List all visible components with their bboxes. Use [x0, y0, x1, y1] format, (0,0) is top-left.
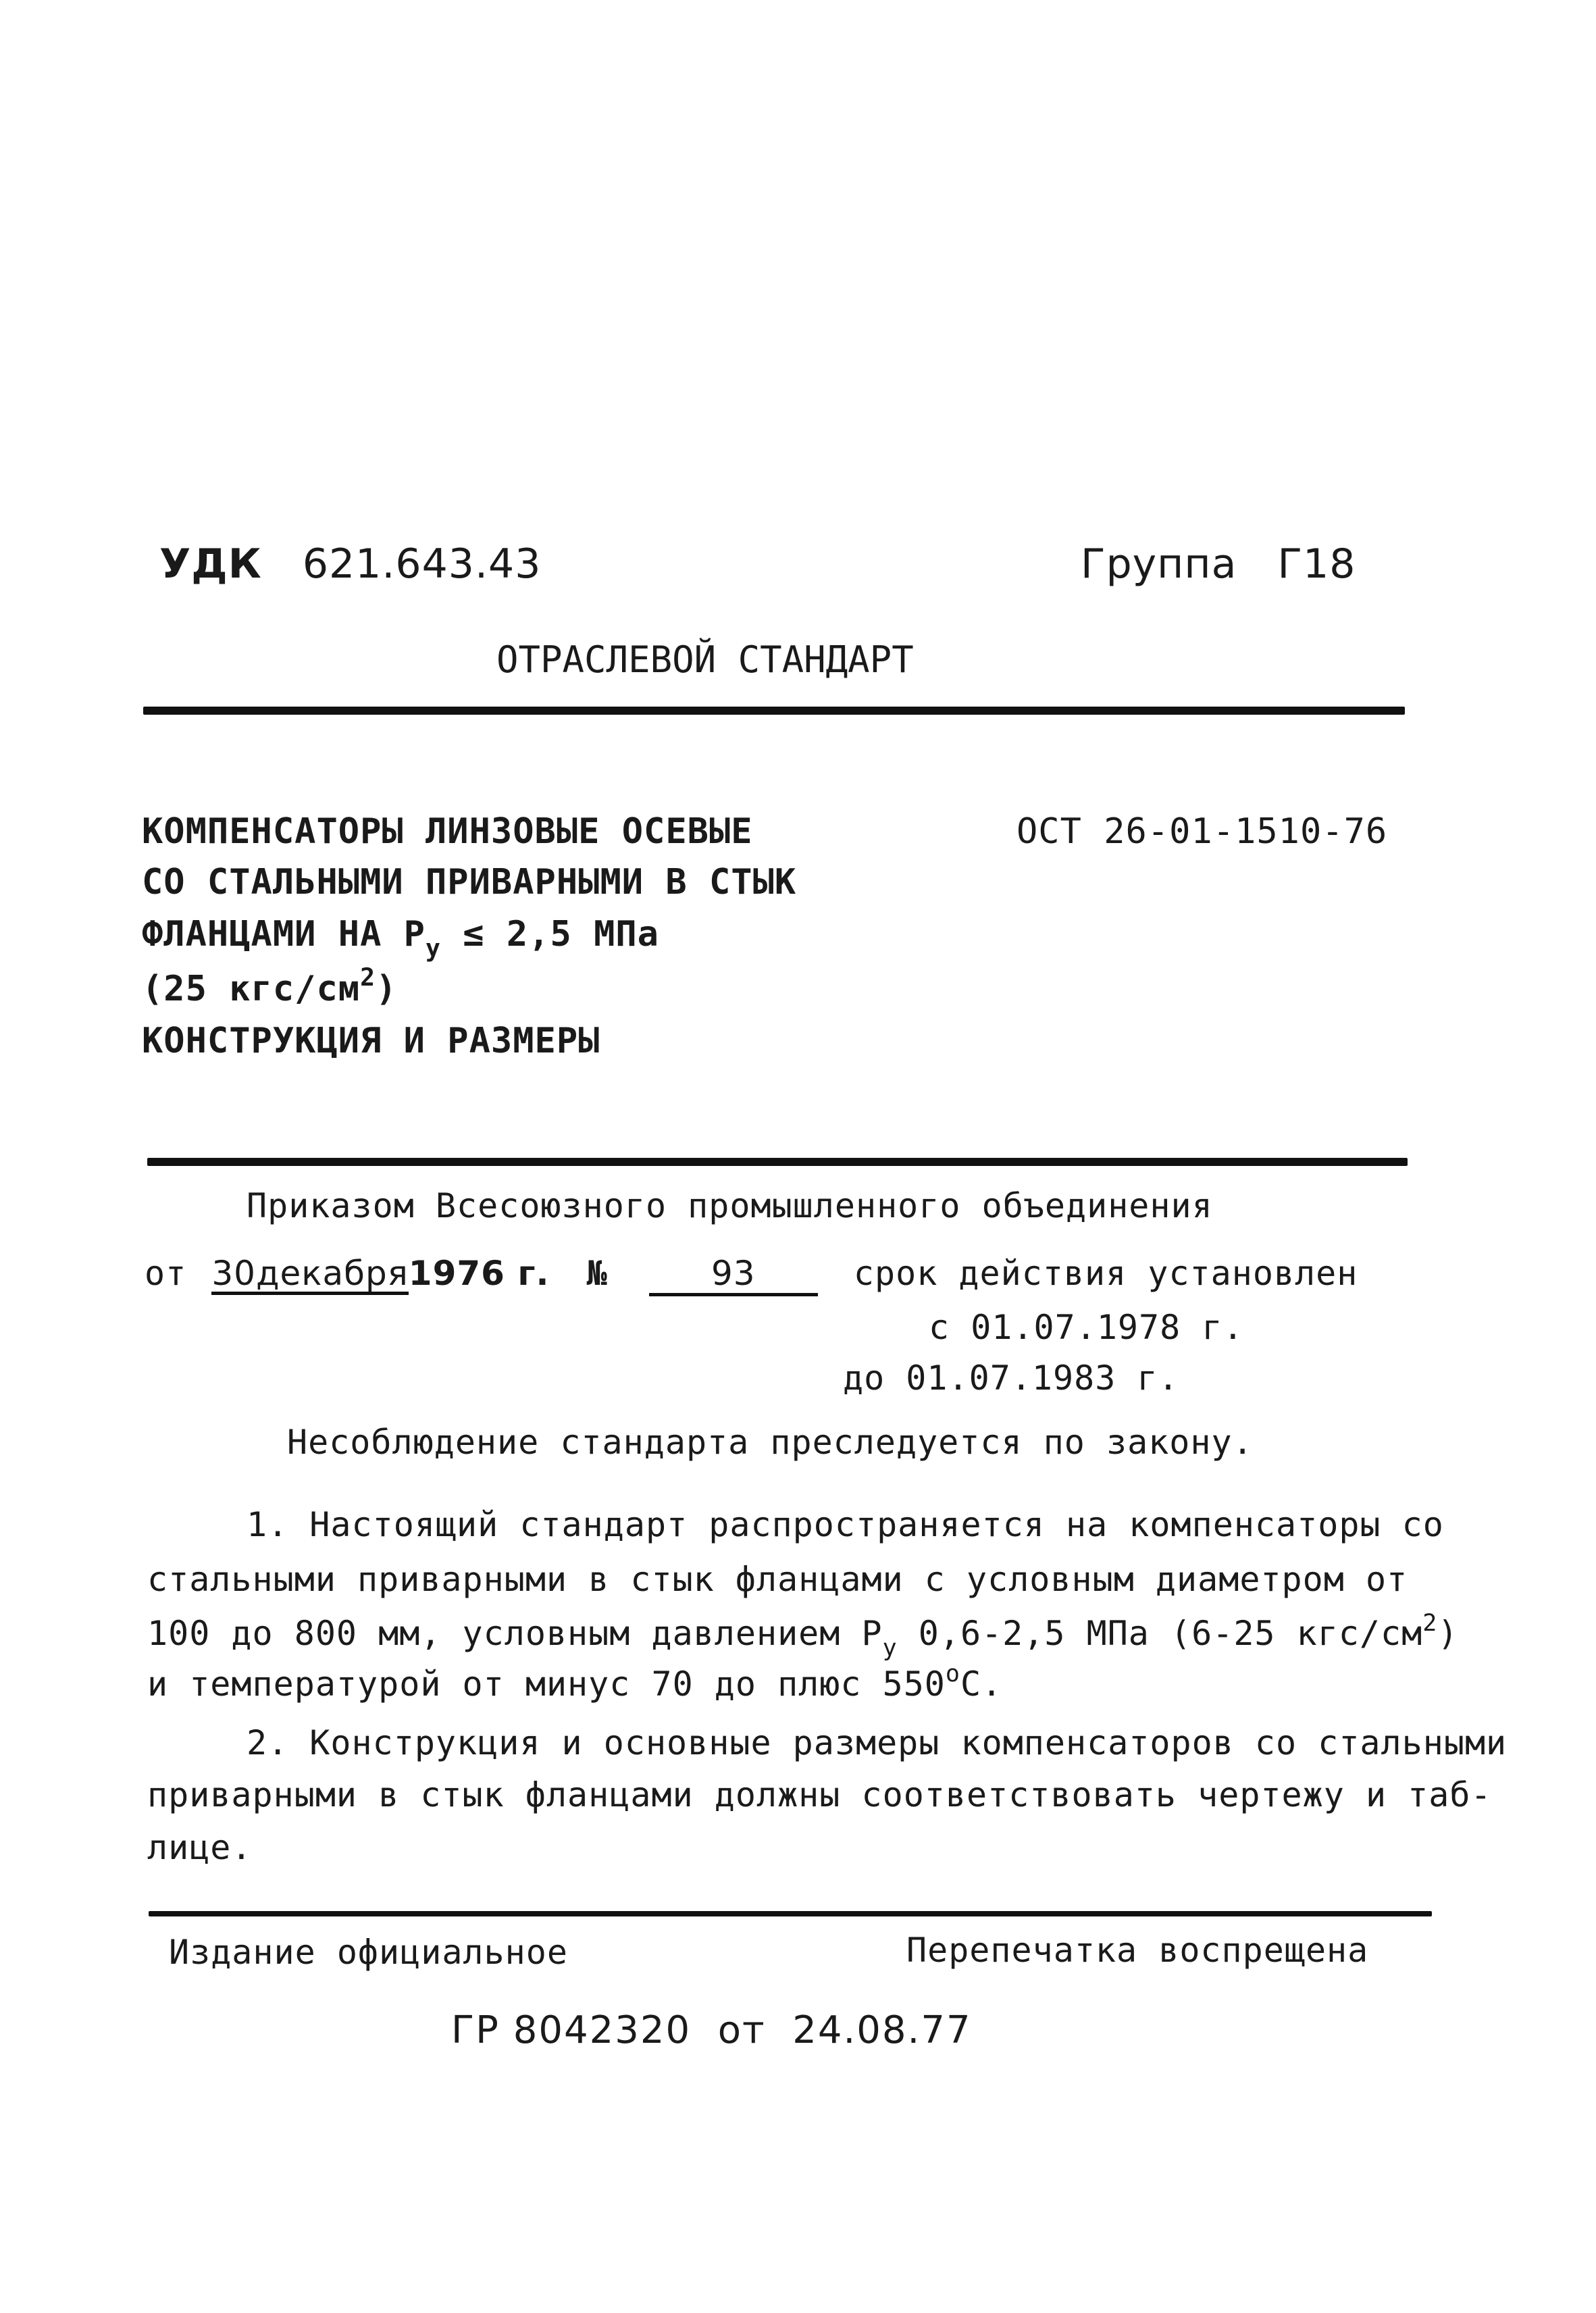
group-prefix: Группа	[1081, 540, 1237, 588]
footer-divider	[149, 1911, 1432, 1916]
title-line-3-suffix: ≤ 2,5 МПа	[440, 914, 659, 955]
title-line-4	[142, 963, 398, 1009]
paragraph-2-line-2: приварными в стык фланцами должны соответствовать чертежу и таб-	[147, 1775, 1492, 1814]
title-line-4-suffix: )	[376, 969, 398, 1009]
title-line-3-prefix: ФЛАНЦАМИ НА P	[142, 914, 426, 955]
top-divider	[143, 707, 1405, 715]
paragraph-1-line-3	[147, 1610, 1459, 1662]
order-line-2	[145, 1256, 1358, 1296]
paragraph-1-line-1: 1. Настоящий стандарт распространяется на компенсаторы со	[247, 1505, 1444, 1544]
order-year: 1976 г.	[408, 1254, 550, 1293]
order-from-label: от	[145, 1254, 187, 1293]
group-label	[1081, 540, 1356, 588]
order-number-sign: №	[586, 1254, 608, 1293]
enforcement-notice: Несоблюдение стандарта преследуется по закону.	[287, 1423, 1254, 1462]
official-edition: Издание официальное	[169, 1933, 568, 1972]
middle-divider	[147, 1158, 1408, 1166]
order-number-value: 93	[649, 1256, 818, 1296]
title-line-1: КОМПЕНСАТОРЫ ЛИНЗОВЫЕ ОСЕВЫЕ	[142, 811, 753, 852]
order-from-date: с 01.07.1978 г.	[929, 1308, 1244, 1347]
title-line-5: КОНСТРУКЦИЯ И РАЗМЕРЫ	[142, 1021, 600, 1061]
paragraph-2-line-3: лице.	[147, 1828, 253, 1867]
paragraph-2-line-1: 2. Конструкция и основные размеры компенсаторов со стальными	[247, 1723, 1508, 1762]
paragraph-1-line-3-suffix: )	[1437, 1614, 1459, 1653]
order-date-handwritten: 30декабря	[211, 1256, 408, 1295]
paragraph-1-line-4	[147, 1660, 1003, 1704]
group-code: Г18	[1277, 540, 1356, 588]
reprint-prohibited: Перепечатка воспрещена	[906, 1931, 1369, 1970]
udk-prefix: УДК	[159, 540, 262, 588]
title-line-3-subscript: у	[426, 934, 441, 963]
paragraph-1-line-3-mid: 0,6-2,5 МПа (6-25 кгс/см	[897, 1614, 1423, 1653]
order-to-date: до 01.07.1983 г.	[843, 1358, 1179, 1398]
title-line-4-prefix: (25 кгс/см	[142, 969, 361, 1009]
paragraph-1-line-4-prefix: и температурой от минус 70 до плюс 550	[147, 1664, 946, 1704]
title-line-3	[142, 914, 659, 963]
standard-designation: ОСТ 26-01-1510-76	[1016, 811, 1388, 852]
registration-number: ГР 8042320 от 24.08.77	[451, 2008, 972, 2052]
udk-label	[159, 540, 542, 588]
paragraph-1-line-4-suffix: С.	[960, 1664, 1003, 1704]
paragraph-1-line-3-prefix: 100 до 800 мм, условным давлением P	[147, 1614, 883, 1653]
udk-number: 621.643.43	[302, 540, 542, 588]
paragraph-1-line-3-superscript: 2	[1422, 1610, 1438, 1637]
standard-type: ОТРАСЛЕВОЙ СТАНДАРТ	[496, 638, 914, 681]
paragraph-1-line-3-subscript: у	[882, 1634, 898, 1662]
paragraph-1-line-2: стальными приварными в стык фланцами с условным диаметром от	[147, 1560, 1408, 1599]
order-line-1: Приказом Всесоюзного промышленного объединения	[247, 1186, 1213, 1225]
title-line-4-superscript: 2	[360, 963, 376, 992]
title-line-2: СО СТАЛЬНЫМИ ПРИВАРНЫМИ В СТЫК	[142, 862, 797, 903]
order-validity: срок действия установлен	[853, 1254, 1358, 1293]
paragraph-1-line-4-superscript: о	[945, 1660, 960, 1687]
